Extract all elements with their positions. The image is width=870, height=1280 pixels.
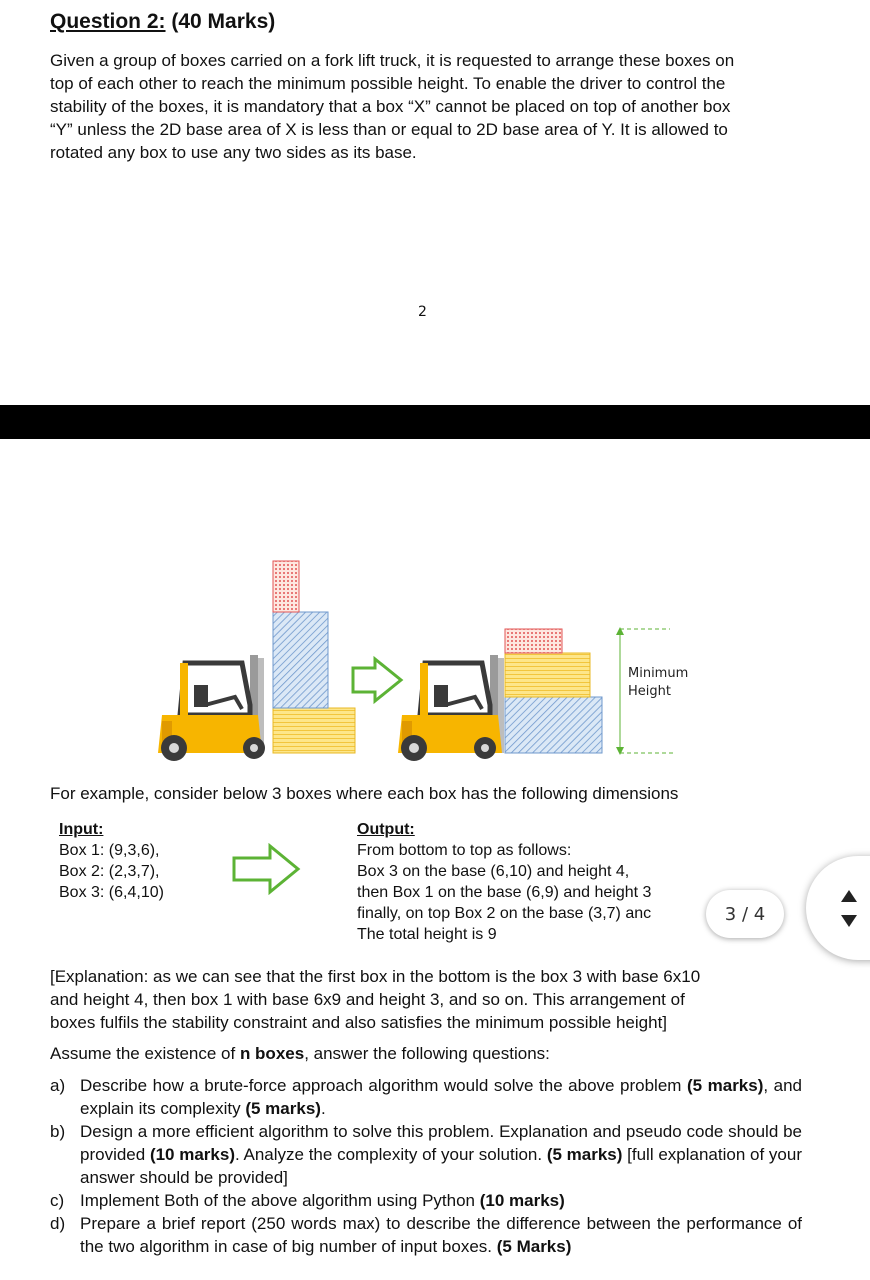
output-block [357, 819, 695, 945]
question-marks: (40 Marks) [171, 10, 276, 33]
item-marks: (5 marks) [546, 1145, 623, 1164]
forklift-truck-left [158, 655, 265, 761]
intro-line: “Y” unless the 2D base area of X is less than or equal to 2D base area of Y. It is allowed to [50, 120, 728, 139]
page-separator-bar [0, 405, 870, 439]
scroll-up-icon[interactable] [840, 889, 858, 903]
assume-bold: n boxes [239, 1044, 305, 1063]
input-line: Box 2: (2,3,7), [59, 863, 160, 880]
question-label: Question 2: [50, 10, 166, 33]
item-marks: (10 marks) [149, 1145, 235, 1164]
item-text [80, 1212, 802, 1258]
item-key: a) [50, 1076, 66, 1095]
example-text: For example, consider below 3 boxes where each box has the following dimensions [50, 784, 679, 803]
assume-after: , answer the following questions: [304, 1044, 550, 1063]
example-arrow-icon [230, 843, 302, 895]
output-line: finally, on top Box 2 on the base (3,7) anc [357, 905, 652, 922]
intro-line: Given a group of boxes carried on a fork lift truck, it is requested to arrange these boxes on [50, 51, 735, 70]
assume-before: Assume the existence of [50, 1044, 240, 1063]
item-text-run: Describe how a brute-force approach algorithm would solve the above problem [80, 1076, 687, 1095]
output-line: The total height is 9 [357, 926, 497, 943]
item-text-run: Implement Both of the above algorithm using Python [80, 1191, 480, 1210]
item-text-run: , and explain its complexity [80, 1076, 803, 1118]
height-label: Height [628, 684, 671, 699]
item-key: b) [50, 1122, 66, 1141]
box-1-yellow [505, 653, 590, 697]
forklift-illustration [150, 555, 710, 770]
item-text-run: . [320, 1099, 326, 1118]
item-text [80, 1120, 802, 1189]
page-number: 2 [418, 304, 427, 320]
scroll-down-icon[interactable] [840, 914, 858, 928]
input-heading: Input: [59, 821, 104, 838]
item-key: c) [50, 1191, 65, 1210]
question-title [50, 10, 275, 34]
box-3-blue [505, 697, 602, 753]
item-text-run: [full explanation of your answer should be provided] [80, 1145, 802, 1187]
explanation-line: boxes fulfils the stability constraint and also satisfies the minimum possible height] [50, 1013, 668, 1032]
arrow-right-icon [353, 659, 401, 701]
output-line: then Box 1 on the base (6,9) and height 3 [357, 884, 652, 901]
item-text [80, 1074, 802, 1120]
box-3-yellow [273, 708, 355, 753]
intro-line: stability of the boxes, it is mandatory that a box “X” cannot be placed on top of another box [50, 97, 731, 116]
item-text-run: Prepare a brief report (250 words max) to describe the difference between the performance of the two algorithm in case of big number of input boxes. [80, 1214, 802, 1256]
box-1-blue [273, 612, 328, 708]
output-line: Box 3 on the base (6,10) and height 4, [357, 863, 630, 880]
assume-line [50, 1042, 802, 1065]
explanation-line: [Explanation: as we can see that the first box in the bottom is the box 3 with base 6x10 [50, 967, 701, 986]
item-marks: (5 marks) [686, 1076, 764, 1095]
item-marks: (5 Marks) [496, 1237, 572, 1256]
output-heading: Output: [357, 821, 415, 838]
input-line: Box 3: (6,4,10) [59, 884, 164, 901]
minimum-label: Minimum [628, 666, 689, 681]
output-line: From bottom to top as follows: [357, 842, 572, 859]
explanation-line: and height 4, then box 1 with base 6x9 and height 3, and so on. This arrangement of [50, 990, 685, 1009]
intro-line: top of each other to reach the minimum possible height. To enable the driver to control the [50, 74, 726, 93]
item-text-run: Design a more efficient algorithm to solve this problem. Explanation and pseudo code should be provided [80, 1122, 802, 1164]
intro-line: rotated any box to use any two sides as its base. [50, 143, 417, 162]
box-2-red-top [505, 629, 562, 653]
item-text [80, 1189, 802, 1212]
page-scroller[interactable] [806, 856, 870, 960]
item-text-run: . Analyze the complexity of your solution. [235, 1145, 547, 1164]
forklift-truck-right [398, 655, 504, 761]
input-line: Box 1: (9,3,6), [59, 842, 160, 859]
item-marks: (5 marks) [245, 1099, 321, 1118]
page-indicator[interactable]: 3 / 4 [706, 890, 784, 938]
input-block [59, 819, 164, 903]
question-list [50, 1074, 802, 1274]
item-key: d) [50, 1214, 66, 1233]
box-2-red [273, 561, 299, 612]
item-marks: (10 marks) [479, 1191, 565, 1210]
